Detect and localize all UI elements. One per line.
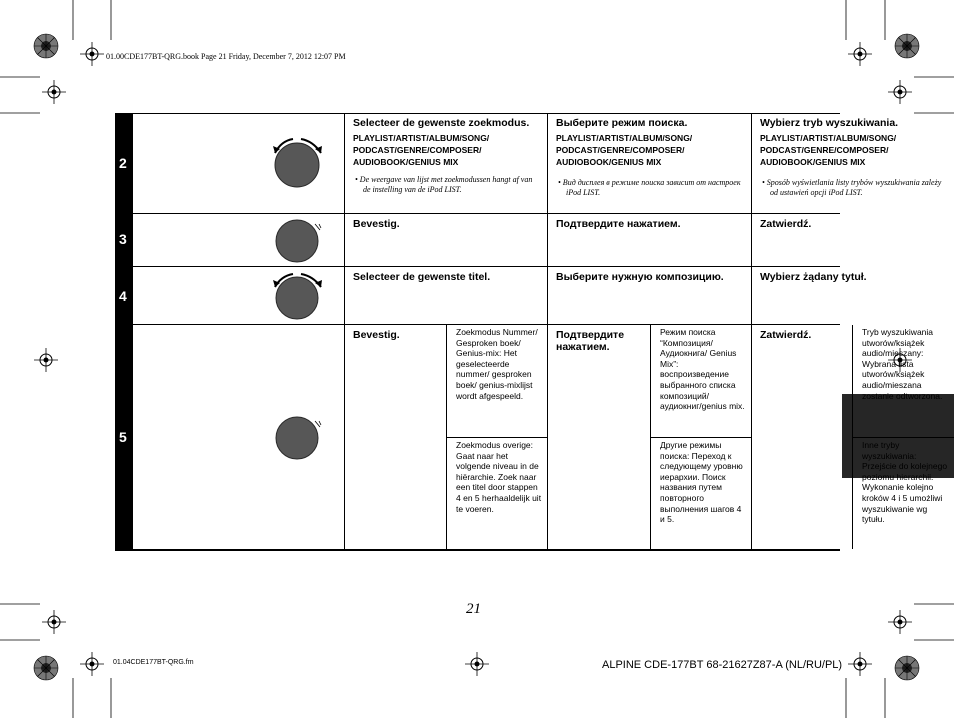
col-russian — [548, 325, 752, 549]
col-dutch — [345, 267, 548, 324]
col-polish — [752, 214, 954, 266]
footer-file-name: 01.04CDE177BT-QRG.fm — [113, 659, 194, 666]
step-bar — [115, 113, 133, 213]
col-polish — [752, 267, 954, 324]
footer-model-line: ALPINE CDE-177BT 68-21627Z87-A (NL/RU/PL) — [602, 659, 843, 671]
result-other-modes: Zoekmodus overige: Gaat naar het volgende niveau in de hiërarchie. Zoek naar een titel door stappen 4 en 5 herhaaldelijk uit te voeren. — [456, 440, 542, 514]
rotary-knob-turn-icon — [133, 267, 345, 325]
table-row — [115, 325, 948, 551]
step-title: Bevestig. — [353, 329, 400, 341]
step-title: Zatwierdź. — [760, 218, 812, 230]
step-title: Выберите нужную композицию. — [556, 271, 724, 283]
page-number: 21 — [466, 601, 481, 617]
step-number: 5 — [119, 429, 127, 445]
result-song-mode: Tryb wyszukiwania utworów/książek audio/mieszany: Wybrana lista utworów/książek audio/mieszana zostanie odtworzona. — [862, 327, 943, 401]
rotary-knob-push-icon — [133, 325, 345, 551]
rotary-knob-turn-icon — [133, 113, 345, 214]
step-bar — [115, 325, 133, 549]
table-row — [115, 267, 867, 325]
col-russian — [548, 267, 752, 324]
note: • De weergave van lijst met zoekmodussen hangt af van de instelling van de iPod LIST. — [355, 175, 533, 194]
step-title: Zatwierdź. — [760, 329, 812, 341]
icon-cell — [133, 267, 345, 324]
note: • Sposób wyświetlania listy trybów wyszukiwania zależy od ustawień opcji iPod LIST. — [762, 178, 942, 197]
icon-cell — [133, 113, 345, 213]
search-modes: PLAYLIST/ARTIST/ALBUM/SONG/ PODCAST/GENRE/COMPOSER/ AUDIOBOOK/GENIUS MIX — [353, 133, 490, 167]
icon-cell — [133, 325, 345, 549]
search-modes: PLAYLIST/ARTIST/ALBUM/SONG/ PODCAST/GENRE/COMPOSER/ AUDIOBOOK/GENIUS MIX — [556, 133, 693, 167]
book-header: 01.00CDE177BT-QRG.book Page 21 Friday, December 7, 2012 12:07 PM — [106, 52, 346, 61]
result-other-modes: Другие режимы поиска: Переход к следующему уровню иерархии. Поиск названия путем повторного выполнения шагов 4 и 5. — [660, 440, 743, 525]
search-modes: PLAYLIST/ARTIST/ALBUM/SONG/ PODCAST/GENRE/COMPOSER/ AUDIOBOOK/GENIUS MIX — [760, 133, 897, 167]
col-dutch — [345, 214, 548, 266]
col-polish — [752, 325, 954, 549]
col-dutch — [345, 325, 548, 549]
step-title: Wybierz tryb wyszukiwania. — [760, 117, 899, 129]
note: • Вид дисплея в режиме поиска зависит от настроек iPod LIST. — [558, 178, 741, 197]
instruction-table — [115, 113, 948, 551]
step-title: Подтвердите нажатием. — [556, 329, 625, 353]
step-number: 4 — [119, 288, 127, 304]
step-bar — [115, 267, 133, 324]
step-title: Selecteer de gewenste titel. — [353, 271, 491, 283]
result-song-mode: Режим поиска “Композиция/ Аудиокнига/ Genius Mix”: воспроизведение выбранного списка композиций/ аудиокниг/genius mix. — [660, 327, 745, 412]
step-number: 3 — [119, 231, 127, 247]
step-number: 2 — [119, 155, 127, 171]
step-bar — [115, 214, 133, 266]
col-dutch — [345, 113, 548, 213]
step-title: Выберите режим поиска. — [556, 117, 688, 129]
step-title: Bevestig. — [353, 218, 400, 230]
icon-cell — [133, 214, 345, 266]
step-title: Selecteer de gewenste zoekmodus. — [353, 117, 530, 129]
table-row — [115, 113, 942, 214]
col-polish — [752, 113, 954, 213]
step-title: Подтвердите нажатием. — [556, 218, 681, 230]
result-song-mode: Zoekmodus Nummer/ Gesproken boek/ Genius-mix: Het geselecteerde nummer/ gesproken boek/ genius-mixlijst wordt afgespeeld. — [456, 327, 538, 401]
step-title: Wybierz żądany tytuł. — [760, 271, 867, 283]
rotary-knob-push-icon — [133, 214, 345, 267]
result-other-modes: Inne tryby wyszukiwania: Przejście do kolejnego poziomu hierarchii. Wykonanie kolejno kroków 4 i 5 umożliwi wyszukiwanie wg tytułu. — [862, 440, 948, 525]
table-row — [115, 214, 840, 267]
col-russian — [548, 214, 752, 266]
col-russian — [548, 113, 752, 213]
